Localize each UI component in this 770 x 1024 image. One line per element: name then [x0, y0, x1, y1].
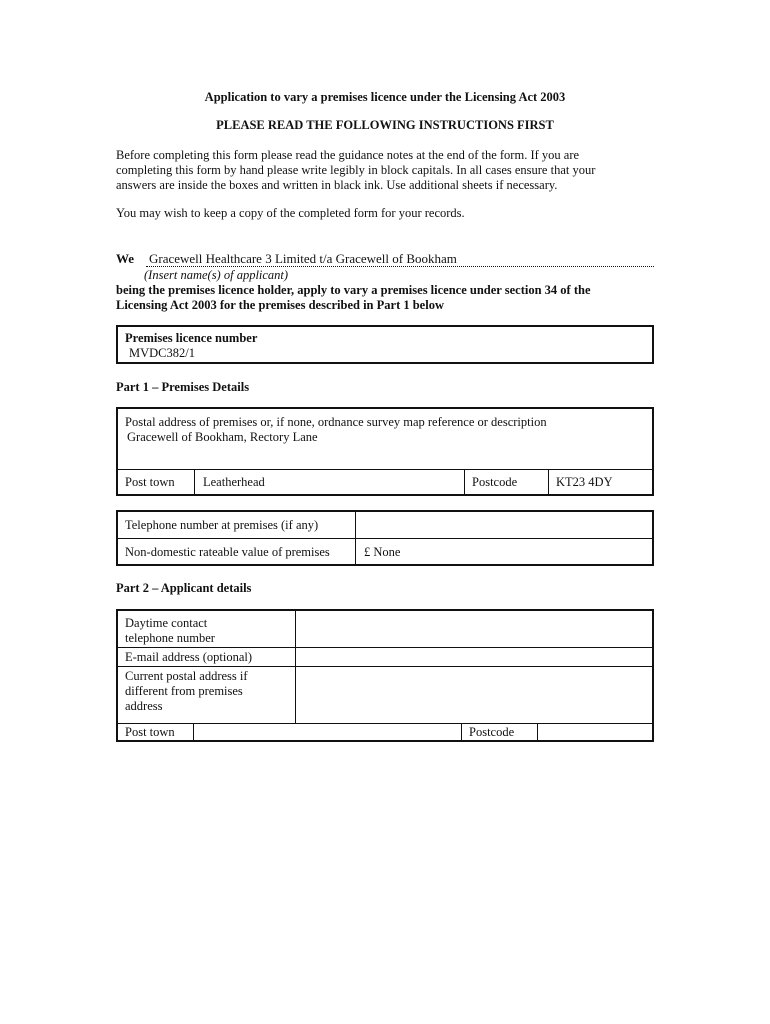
- statement-line: being the premises licence holder, apply to vary a premises licence under section 34 of the: [116, 283, 591, 297]
- rateable-value-label: Non-domestic rateable value of premises: [125, 545, 330, 559]
- postal-address-input[interactable]: [300, 668, 648, 722]
- post-town-value[interactable]: Leatherhead: [203, 475, 265, 489]
- divider: [461, 723, 462, 740]
- premises-address-label: Postal address of premises or, if none, ordnance survey map reference or description: [125, 415, 547, 429]
- applicant-details-box: [116, 609, 654, 742]
- licence-number-value[interactable]: MVDC382/1: [129, 346, 195, 360]
- rateable-value-value[interactable]: £ None: [364, 545, 401, 559]
- divider: [548, 469, 549, 494]
- divider: [118, 666, 652, 667]
- label-line: address: [125, 699, 163, 713]
- daytime-phone-label: [125, 616, 215, 646]
- daytime-phone-input[interactable]: [300, 613, 648, 645]
- divider: [464, 469, 465, 494]
- premises-address-value[interactable]: Gracewell of Bookham, Rectory Lane: [127, 430, 318, 444]
- applicant-postcode-label: Postcode: [469, 725, 515, 739]
- postcode-value[interactable]: KT23 4DY: [556, 475, 613, 489]
- licence-number-label: Premises licence number: [125, 331, 258, 345]
- premises-address-box: [116, 407, 654, 496]
- postal-address-label: [125, 669, 248, 714]
- part1-heading: Part 1 – Premises Details: [116, 380, 250, 394]
- divider: [194, 469, 195, 494]
- divider: [193, 723, 194, 740]
- insert-name-hint: (Insert name(s) of applicant): [144, 268, 289, 282]
- postcode-label: Postcode: [472, 475, 518, 489]
- label-line: Daytime contact: [125, 616, 208, 630]
- licence-number-box: [116, 325, 654, 364]
- divider: [118, 647, 652, 648]
- applicant-postcode-input[interactable]: [541, 724, 649, 740]
- applicant-statement: [116, 283, 656, 313]
- divider: [118, 469, 652, 470]
- divider: [295, 611, 296, 724]
- applicant-name-underline: [146, 266, 654, 267]
- label-line: telephone number: [125, 631, 215, 645]
- label-line: different from premises: [125, 684, 243, 698]
- label-line: Current postal address if: [125, 669, 248, 683]
- keep-copy-text: You may wish to keep a copy of the completed form for your records.: [116, 206, 465, 220]
- part2-heading: Part 2 – Applicant details: [116, 581, 252, 595]
- applicant-name-value[interactable]: Gracewell Healthcare 3 Limited t/a Gracewell of Bookham: [149, 251, 457, 266]
- telephone-label: Telephone number at premises (if any): [125, 518, 319, 532]
- statement-line: Licensing Act 2003 for the premises described in Part 1 below: [116, 298, 444, 312]
- intro-line: answers are inside the boxes and written in black ink. Use additional sheets if necessary.: [116, 178, 558, 192]
- applicant-post-town-input[interactable]: [198, 724, 458, 740]
- email-input[interactable]: [300, 649, 648, 665]
- intro-line: Before completing this form please read the guidance notes at the end of the form. If you are: [116, 148, 580, 162]
- divider: [118, 538, 652, 539]
- intro-paragraph: [116, 148, 656, 193]
- email-label: E-mail address (optional): [125, 650, 253, 664]
- premises-extra-box: [116, 510, 654, 566]
- instructions-heading: PLEASE READ THE FOLLOWING INSTRUCTIONS FIRST: [216, 118, 554, 132]
- post-town-label: Post town: [125, 475, 175, 489]
- divider: [537, 723, 538, 740]
- we-label: We: [116, 251, 135, 266]
- intro-line: completing this form by hand please write legibly in block capitals. In all cases ensure that your: [116, 163, 596, 177]
- applicant-post-town-label: Post town: [125, 725, 175, 739]
- form-title: Application to vary a premises licence under the Licensing Act 2003: [204, 90, 566, 104]
